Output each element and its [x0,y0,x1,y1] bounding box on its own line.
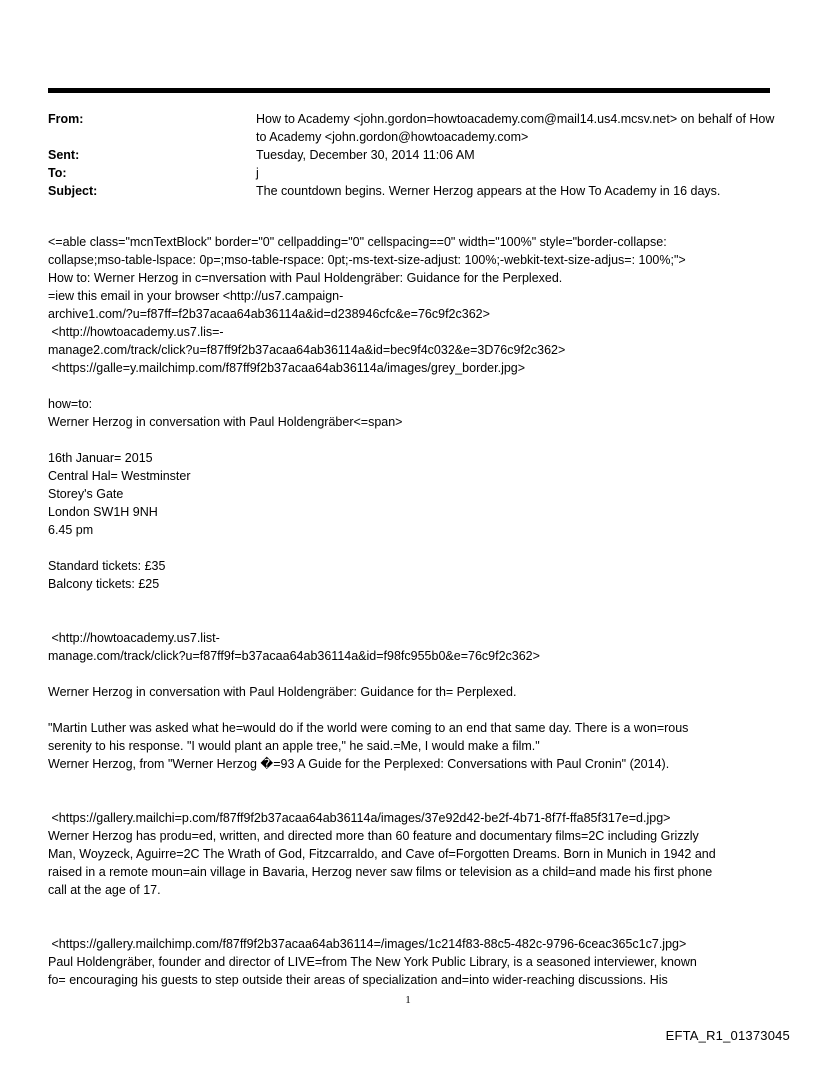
body-event-title [48,395,778,431]
to-value: j [256,166,259,180]
body-line: 6.45 pm [48,523,94,537]
body-herzog-bio [48,809,778,899]
body-quote [48,719,778,773]
body-line: Standard tickets: £35 [48,559,166,573]
body-event-details [48,449,778,539]
body-tickets [48,557,778,593]
body-line: <https://galle=y.mailchimp.com/f87ff9f2b37acaa64ab36114a/images/grey_border.jpg> [48,361,526,375]
body-line: Werner Herzog in conversation with Paul Holdengräber: Guidance for th= Perplexed. [48,685,517,699]
body-line: <http://howtoacademy.us7.list- [48,631,220,645]
body-holdengraber-bio [48,935,778,989]
body-line: how=to: [48,397,93,411]
body-line: fo= encouraging his guests to step outside their areas of specialization and=into wider-reaching discussions. His [48,973,668,987]
body-line: =iew this email in your browser <http://us7.campaign- [48,289,344,303]
page-number: 1 [405,994,411,1006]
email-header [0,0,816,220]
body-line: serenity to his response. "I would plant an apple tree," he said.=Me, I would make a film." [48,739,540,753]
body-line: Storey's Gate [48,487,124,501]
body-line: <=able class="mcnTextBlock" border="0" cellpadding="0" cellspacing==0" width="100%" style="border-collapse: [48,235,667,249]
from-value: How to Academy <john.gordon=howtoacademy.com@mail14.us4.mcsv.net> on behalf of How to Academy <john.gordon@howtoacademy.com> [256,112,778,144]
body-line: manage.com/track/click?u=f87ff9f=b37acaa64ab36114a&id=f98fc955b0&e=76c9f2c362> [48,649,540,663]
body-line: Central Hal= Westminster [48,469,191,483]
body-line: Werner Herzog in conversation with Paul Holdengräber<=span> [48,415,403,429]
body-html-fragment [48,233,778,377]
body-line: raised in a remote moun=ain village in Bavaria, Herzog never saw films or television as a child=and made his first phone [48,865,713,879]
body-subtitle [48,683,778,701]
body-line: 16th Januar= 2015 [48,451,153,465]
body-link [48,629,778,665]
body-line: Balcony tickets: £25 [48,577,160,591]
sent-label: Sent: [48,148,80,162]
body-line: <https://gallery.mailchi=p.com/f87ff9f2b37acaa64ab36114a/images/37e92d42-be2f-4b71-8f7f-ffa85f317e=d.jpg> [48,811,671,825]
body-line: <https://gallery.mailchimp.com/f87ff9f2b37acaa64ab36114=/images/1c214f83-88c5-482c-9796-6ceac365c1c7.jpg> [48,937,687,951]
subject-value: The countdown begins. Werner Herzog appears at the How To Academy in 16 days. [256,184,721,198]
body-line: manage2.com/track/click?u=f87ff9f2b37acaa64ab36114a&id=bec9f4c032&e=3D76c9f2c362> [48,343,566,357]
body-line: Man, Woyzeck, Aguirre=2C The Wrath of God, Fitzcarraldo, and Cave of=Forgotten Dreams. Born in Munich in 1942 and [48,847,716,861]
body-line: <http://howtoacademy.us7.lis=- [48,325,224,339]
body-line: "Martin Luther was asked what he=would do if the world were coming to an end that same day. There is a won=rous [48,721,689,735]
body-line: Werner Herzog has produ=ed, written, and directed more than 60 feature and documentary films=2C including Grizzly [48,829,699,843]
document-id-stamp: EFTA_R1_01373045 [665,1028,790,1043]
body-line: London SW1H 9NH [48,505,158,519]
body-line: collapse;mso-table-lspace: 0p=;mso-table-rspace: 0pt;-ms-text-size-adjust: 100%;-webkit-text-size-adjus=: 100%;"> [48,253,686,267]
body-line: call at the age of 17. [48,883,161,897]
subject-label: Subject: [48,184,98,198]
sent-value: Tuesday, December 30, 2014 11:06 AM [256,148,475,162]
body-line: How to: Werner Herzog in c=nversation with Paul Holdengräber: Guidance for the Perplexed. [48,271,563,285]
to-label: To: [48,166,67,180]
from-label: From: [48,112,84,126]
body-line: Paul Holdengräber, founder and director of LIVE=from The New York Public Library, is a seasoned interviewer, known [48,955,697,969]
body-line: Werner Herzog, from "Werner Herzog �=93 A Guide for the Perplexed: Conversations with Paul Cronin" (2014). [48,757,670,771]
body-line: archive1.com/?u=f87ff=f2b37acaa64ab36114a&id=d238946cfc&e=76c9f2c362> [48,307,490,321]
